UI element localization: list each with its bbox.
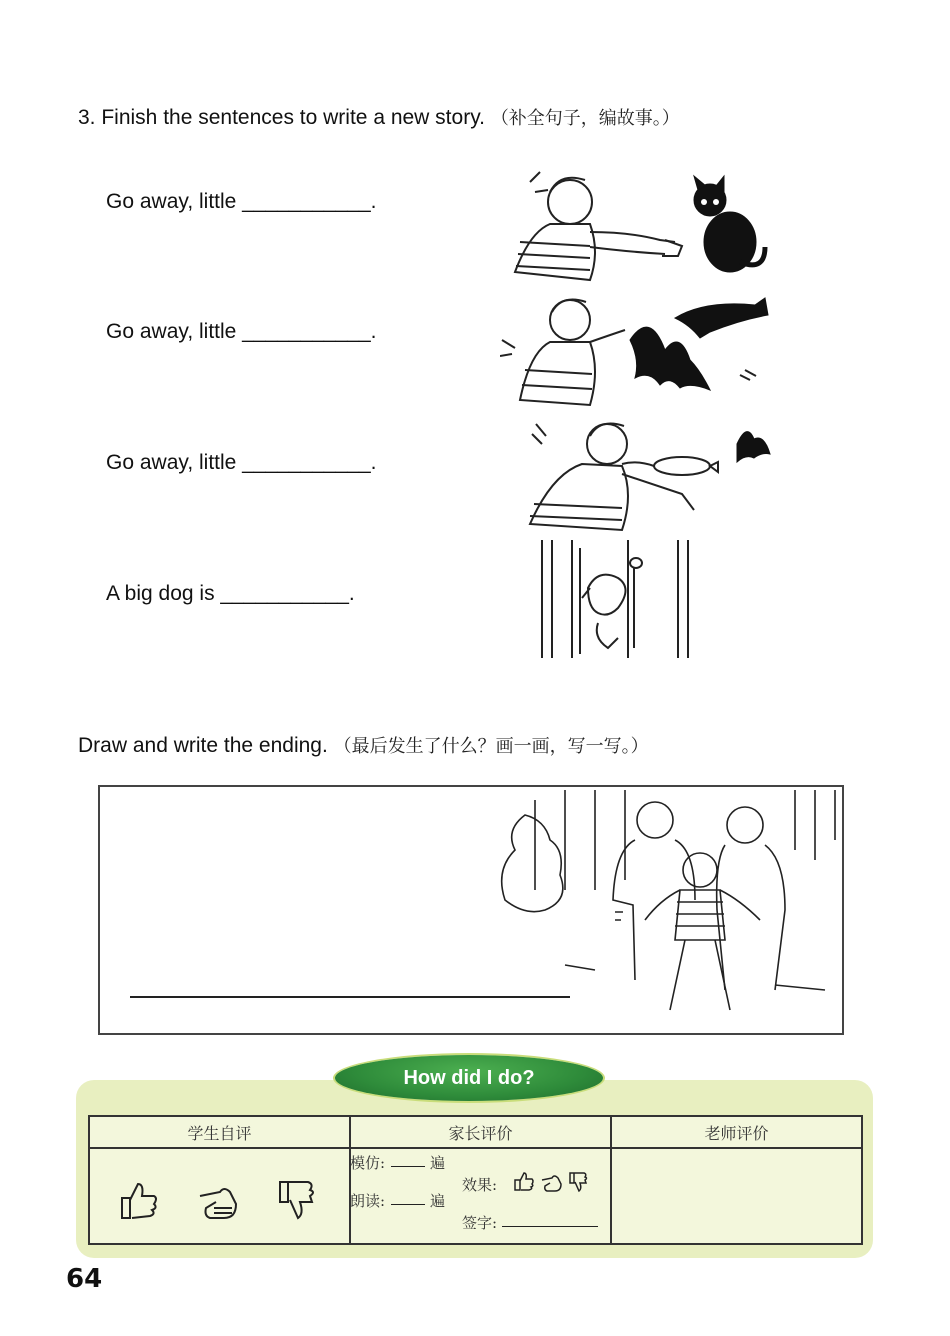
teacher-eval-cell[interactable]	[611, 1148, 862, 1244]
col-student-header: 学生自评	[89, 1116, 350, 1148]
col-parent-header: 家长评价	[350, 1116, 611, 1148]
ending-title	[78, 732, 649, 758]
thumbs-down-icon[interactable]	[276, 1178, 320, 1222]
boy-and-cat-illustration	[490, 162, 775, 282]
how-did-i-do-badge: How did I do?	[335, 1055, 603, 1101]
col-teacher-header: 老师评价	[611, 1116, 862, 1148]
read-times-blank[interactable]	[391, 1204, 425, 1205]
boy-and-rat-illustration	[522, 414, 782, 532]
imitate-label: 模仿:	[350, 1154, 386, 1172]
sentence-1: Go away, little ___________.	[106, 190, 377, 213]
page-number: 64	[66, 1264, 103, 1294]
sentence-3: Go away, little ___________.	[106, 451, 377, 474]
thumbs-up-icon[interactable]	[116, 1178, 160, 1222]
imitate-times-unit: 遍	[430, 1154, 446, 1172]
read-times-unit: 遍	[430, 1192, 446, 1210]
dog-at-door-illustration	[538, 538, 698, 660]
ending-title-cn: （最后发生了什么？画一画，写一写。）	[333, 736, 649, 757]
boy-and-bat-illustration	[500, 290, 780, 408]
sentence-4: A big dog is ___________.	[106, 582, 355, 605]
sign-label: 签字:	[462, 1214, 498, 1232]
children-scared-illustration	[495, 790, 840, 1030]
ending-title-en: Draw and write the ending.	[78, 734, 328, 757]
imitate-times-blank[interactable]	[391, 1166, 425, 1167]
task-title	[78, 104, 680, 130]
sign-blank[interactable]	[502, 1226, 598, 1227]
read-label: 朗读:	[350, 1192, 386, 1210]
effect-label: 效果:	[462, 1176, 498, 1194]
sentence-2: Go away, little ___________.	[106, 320, 377, 343]
task-title-en: 3. Finish the sentences to write a new story.	[78, 106, 485, 129]
effect-hand-icons	[512, 1170, 592, 1194]
task-title-cn: （补全句子，编故事。）	[490, 108, 680, 129]
thumbs-sideways-icon[interactable]	[196, 1178, 240, 1222]
